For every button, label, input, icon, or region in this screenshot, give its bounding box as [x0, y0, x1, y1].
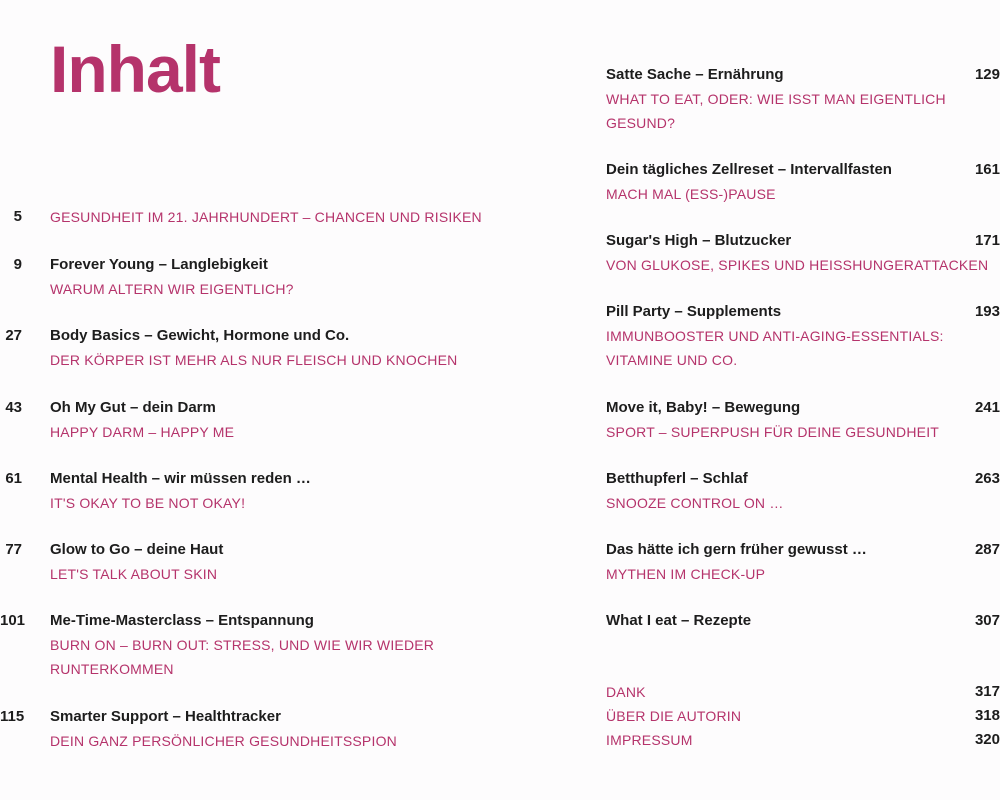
- toc-subtitle: DER KÖRPER IST MEHR ALS NUR FLEISCH UND KNOCHEN: [50, 352, 458, 368]
- toc-heading: Oh My Gut – dein Darm: [50, 399, 216, 416]
- toc-subtitle: BURN ON – BURN OUT: STRESS, UND WIE WIR WIEDER: [50, 637, 435, 653]
- toc-entry[interactable]: [606, 467, 1000, 515]
- page-number: 317: [974, 683, 1000, 700]
- toc-entry[interactable]: [5, 324, 490, 372]
- page-number: 193: [974, 303, 1000, 320]
- toc-subtitle: MACH MAL (ESS-)PAUSE: [606, 186, 776, 202]
- toc-subtitle: DEIN GANZ PERSÖNLICHER GESUNDHEITSSPION: [50, 733, 397, 749]
- toc-entry[interactable]: [5, 467, 490, 515]
- page-number: 115: [0, 708, 25, 725]
- page-number: 61: [5, 470, 22, 487]
- toc-heading: Betthupferl – Schlaf: [606, 470, 748, 487]
- toc-entry[interactable]: [606, 229, 1000, 277]
- page-number: 77: [5, 541, 22, 558]
- toc-entry[interactable]: [606, 396, 1000, 444]
- toc-heading: Das hätte ich gern früher gewusst …: [606, 541, 867, 558]
- toc-heading: What I eat – Rezepte: [606, 612, 752, 629]
- toc-entry[interactable]: [606, 538, 1000, 586]
- toc-entry[interactable]: [5, 538, 490, 586]
- back-matter-item[interactable]: [606, 704, 1000, 728]
- toc-entry[interactable]: [13, 205, 490, 229]
- back-matter-label: IMPRESSUM: [606, 732, 693, 748]
- toc-heading: Glow to Go – deine Haut: [50, 541, 224, 558]
- toc-heading: Dein tägliches Zellreset – Intervallfasten: [606, 161, 892, 178]
- toc-heading: Satte Sache – Ernährung: [606, 66, 784, 83]
- page-number: 307: [974, 612, 1000, 629]
- toc-subtitle: WHAT TO EAT, ODER: WIE ISST MAN EIGENTLICH: [606, 91, 946, 107]
- toc-heading: Smarter Support – Healthtracker: [50, 708, 281, 725]
- toc-subtitle: GESUND?: [606, 115, 676, 131]
- toc-heading: Pill Party – Supplements: [606, 303, 782, 320]
- page-number: 161: [974, 161, 1000, 178]
- page-title: Inhalt: [50, 32, 220, 106]
- page-number: 287: [974, 541, 1000, 558]
- page-number: 318: [974, 707, 1000, 724]
- toc-heading: Move it, Baby! – Bewegung: [606, 399, 801, 416]
- toc-subtitle: RUNTERKOMMEN: [50, 661, 174, 677]
- toc-subtitle: SPORT – SUPERPUSH FÜR DEINE GESUNDHEIT: [606, 424, 940, 440]
- toc-entry[interactable]: [606, 609, 1000, 633]
- page-number: 320: [974, 731, 1000, 748]
- toc-subtitle: LET'S TALK ABOUT SKIN: [50, 566, 218, 582]
- toc-subtitle: GESUNDHEIT IM 21. JAHRHUNDERT – CHANCEN UND RISIKEN: [50, 209, 482, 225]
- back-matter-item[interactable]: [606, 680, 1000, 704]
- page-number: 241: [974, 399, 1000, 416]
- page-number: 171: [974, 232, 1000, 249]
- toc-entry[interactable]: [0, 609, 490, 681]
- toc-entry[interactable]: [606, 63, 1000, 135]
- toc-subtitle: HAPPY DARM – HAPPY ME: [50, 424, 235, 440]
- toc-entry[interactable]: [5, 396, 490, 444]
- toc-subtitle: VON GLUKOSE, SPIKES UND HEISSHUNGERATTACKEN: [606, 257, 989, 273]
- back-matter-label: ÜBER DIE AUTORIN: [606, 708, 742, 724]
- toc-subtitle: MYTHEN IM CHECK-UP: [606, 566, 766, 582]
- toc-heading: Sugar's High – Blutzucker: [606, 232, 792, 249]
- toc-heading: Forever Young – Langlebigkeit: [50, 256, 268, 273]
- toc-entry[interactable]: [606, 300, 1000, 372]
- toc-subtitle: IMMUNBOOSTER UND ANTI-AGING-ESSENTIALS:: [606, 328, 944, 344]
- back-matter-list: [606, 680, 1000, 752]
- toc-entry[interactable]: [0, 705, 490, 753]
- toc-subtitle: VITAMINE UND CO.: [606, 352, 738, 368]
- page-number: 263: [974, 470, 1000, 487]
- toc-subtitle: WARUM ALTERN WIR EIGENTLICH?: [50, 281, 294, 297]
- page-number: 9: [13, 256, 22, 273]
- page-number: 101: [0, 612, 26, 629]
- toc-entry[interactable]: [13, 253, 490, 301]
- toc-heading: Me-Time-Masterclass – Entspannung: [50, 612, 314, 629]
- toc-entry[interactable]: [606, 158, 1000, 206]
- page-number: 43: [5, 399, 22, 416]
- toc-heading: Mental Health – wir müssen reden …: [50, 470, 311, 487]
- page-number: 129: [974, 66, 1000, 83]
- page-number: 5: [13, 208, 22, 225]
- back-matter-label: DANK: [606, 684, 646, 700]
- page-number: 27: [5, 327, 22, 344]
- toc-heading: Body Basics – Gewicht, Hormone und Co.: [50, 327, 350, 344]
- back-matter-item[interactable]: [606, 728, 1000, 752]
- toc-subtitle: IT'S OKAY TO BE NOT OKAY!: [50, 495, 246, 511]
- toc-subtitle: SNOOZE CONTROL ON …: [606, 495, 784, 511]
